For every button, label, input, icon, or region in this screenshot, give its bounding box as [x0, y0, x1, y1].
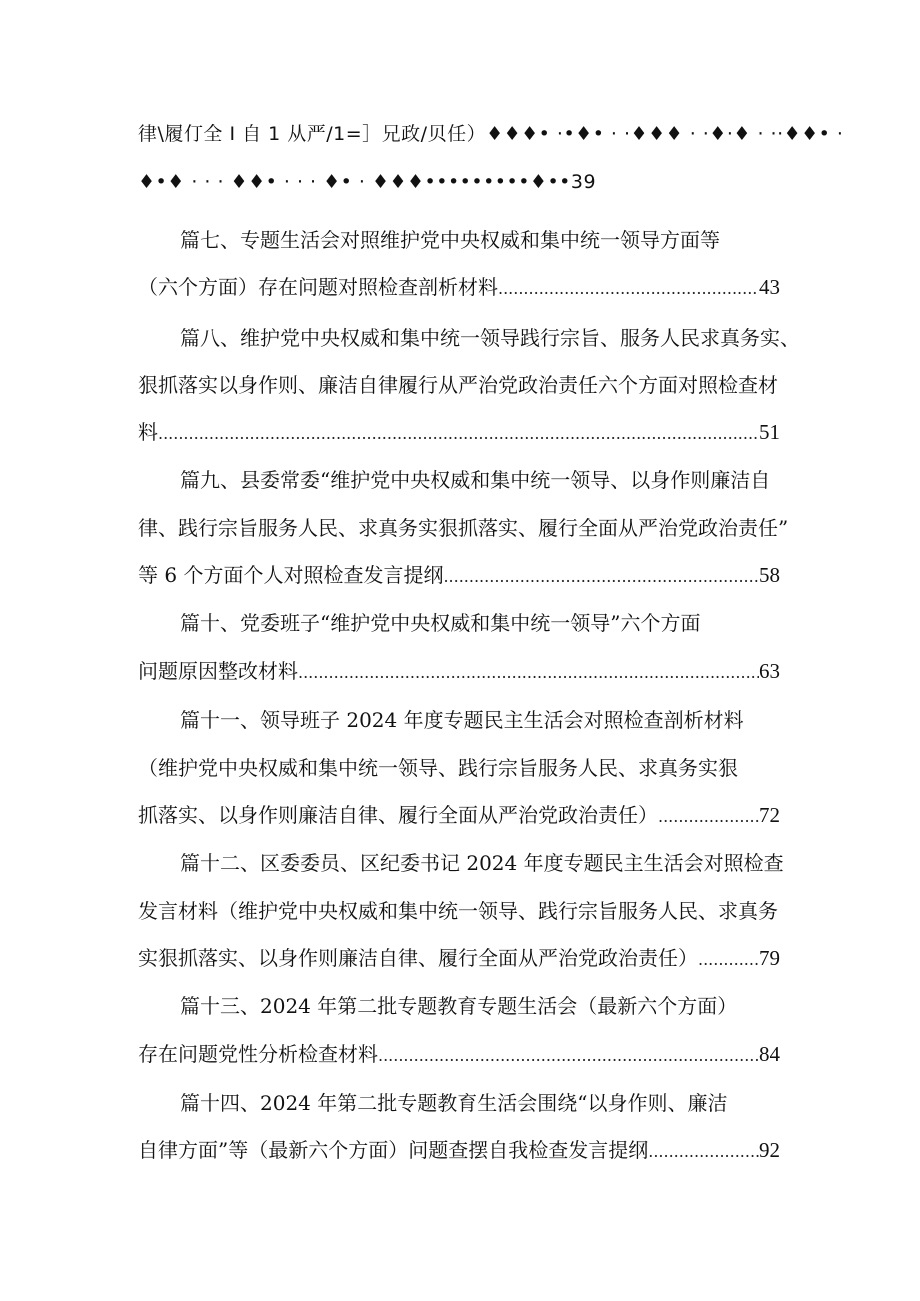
toc-entry-11-leader-line[interactable] [138, 795, 780, 835]
dot-leader [443, 555, 759, 595]
dot-leader [648, 1130, 759, 1170]
toc-entry-12-title[interactable]: 篇十二、区委委员、区纪委书记 2024 年度专题民主生活会对照检查 [180, 851, 784, 875]
dot-leader [498, 267, 759, 307]
toc-entry-6-line-1: 律\履仃全 I 自 1 从严/1=］兄政/贝任）♦♦♦• ·•♦• · ·♦♦♦ · ·♦·♦ · ··♦♦• · [138, 123, 844, 145]
toc-entry-14-text: 自律方面”等（最新六个方面）问题查摆自我检查发言提纲 [138, 1138, 649, 1162]
toc-entry-10-title[interactable]: 篇十、党委班子“维护党中央权威和集中统一领导”六个方面 [180, 611, 701, 635]
toc-entry-10-leader-line[interactable] [138, 651, 780, 691]
toc-entry-13-page: 84 [759, 1042, 780, 1066]
toc-entry-9-title[interactable]: 篇九、县委常委“维护党中央权威和集中统一领导、以身作则廉洁自 [180, 468, 771, 492]
toc-entry-14-leader-line[interactable] [138, 1130, 780, 1170]
toc-entry-7-page: 43 [759, 275, 780, 299]
toc-entry-8-leader-line[interactable] [138, 412, 780, 452]
toc-entry-12-leader-line[interactable] [138, 938, 780, 978]
toc-entry-13-text: 存在问题党性分析检查材料 [138, 1042, 378, 1066]
toc-entry-9-line-2: 律、践行宗旨服务人民、求真务实狠抓落实、履行全面从严治党政治责任” [138, 516, 789, 540]
toc-entry-10-text: 问题原因整改材料 [138, 659, 298, 683]
toc-entry-9-text: 等 6 个方面个人对照检查发言提纲 [138, 563, 444, 587]
toc-entry-11-text: 抓落实、以身作则廉洁自律、履行全面从严治党政治责任） [138, 803, 658, 827]
toc-entry-7-leader-line[interactable] [138, 267, 780, 307]
toc-entry-9-page: 58 [759, 563, 780, 587]
dot-leader [378, 1034, 759, 1074]
toc-entry-6-line-2: ♦•♦ · · · ♦♦• · · · ♦• · ♦♦♦•••••••••♦••39 [138, 171, 597, 193]
toc-entry-8-page: 51 [759, 420, 780, 444]
toc-entry-7-text: （六个方面）存在问题对照检查剖析材料 [138, 275, 498, 299]
toc-entry-8-text: 料 [138, 420, 158, 444]
toc-entry-14-page: 92 [759, 1138, 780, 1162]
toc-entry-14-title[interactable]: 篇十四、2024 年第二批专题教育生活会围绕“以身作则、廉洁 [180, 1091, 728, 1115]
toc-entry-11-line-2: （维护党中央权威和集中统一领导、践行宗旨服务人民、求真务实狠 [138, 756, 738, 780]
toc-entry-8-line-2: 狠抓落实以身作则、廉洁自律履行从严治党政治责任六个方面对照检查材 [138, 373, 778, 397]
toc-entry-13-leader-line[interactable] [138, 1034, 780, 1074]
toc-entry-13-title[interactable]: 篇十三、2024 年第二批专题教育专题生活会（最新六个方面） [180, 994, 738, 1018]
dot-leader [658, 795, 759, 835]
toc-entry-8-title[interactable]: 篇八、维护党中央权威和集中统一领导践行宗旨、服务人民求真务实、 [180, 326, 800, 350]
toc-entry-12-page: 79 [759, 946, 780, 970]
dot-leader [298, 651, 759, 691]
toc-entry-10-page: 63 [759, 659, 780, 683]
dot-leader [698, 938, 759, 978]
toc-entry-7-title[interactable]: 篇七、专题生活会对照维护党中央权威和集中统一领导方面等 [180, 228, 720, 252]
dot-leader [158, 412, 759, 452]
toc-entry-12-line-2: 发言材料（维护党中央权威和集中统一领导、践行宗旨服务人民、求真务 [138, 899, 778, 923]
toc-entry-9-leader-line[interactable] [138, 555, 780, 595]
toc-entry-11-page: 72 [759, 803, 780, 827]
toc-entry-12-text: 实狠抓落实、以身作则廉洁自律、履行全面从严治党政治责任） [138, 946, 698, 970]
toc-entry-11-title[interactable]: 篇十一、领导班子 2024 年度专题民主生活会对照检查剖析材料 [180, 708, 744, 732]
